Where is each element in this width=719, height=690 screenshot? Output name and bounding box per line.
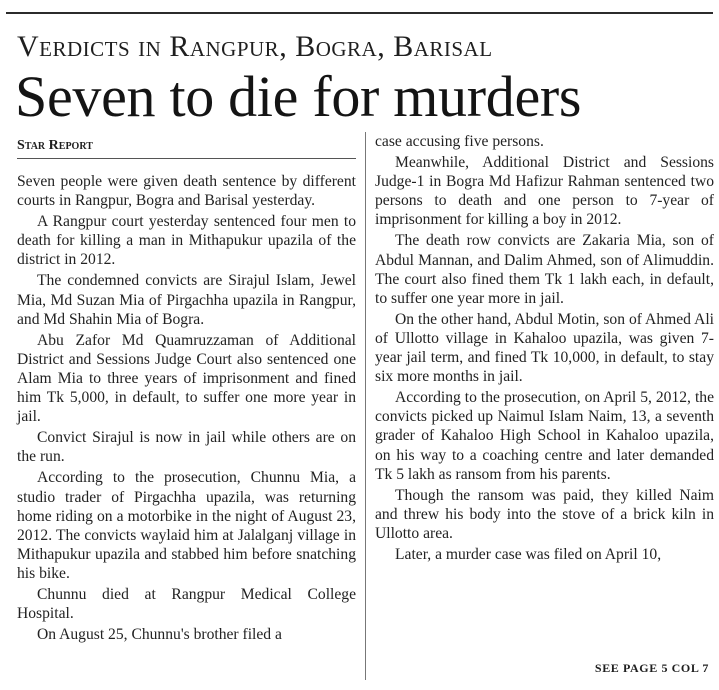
byline-rule: [17, 158, 356, 159]
paragraph: case accusing five persons.: [375, 133, 544, 150]
paragraph: Chunnu died at Rangpur Medical College Hospital.: [17, 585, 356, 623]
paragraph: Seven people were given death sentence by different courts in Rangpur, Bogra and Barisal yesterday.: [17, 173, 356, 210]
byline: Star Report: [17, 138, 93, 153]
paragraph: The death row convicts are Zakaria Mia, son of Abdul Mannan, and Dalim Ahmed, son of Alimuddin. The court also fined them Tk 1 lakh each, in default, to suffer one year more in jail.: [375, 232, 714, 307]
paragraph: Abu Zafor Md Quamruzzaman of Additional District and Sessions Judge Court also sentenced one Alam Mia to three years of imprisonment and fined him Tk 5,000, in default, to suffer one more year in jail.: [17, 331, 356, 426]
left-column: [17, 172, 356, 646]
top-rule: [6, 12, 713, 14]
column-divider: [365, 132, 366, 680]
paragraph: According to the prosecution, Chunnu Mia, a studio trader of Pirgachha upazila, was returning home riding on a motorbike in the night of August 23, 2012. The convicts waylaid him at Jalalganj village in Mithapukur upazila and stabbed him before snatching his bike.: [17, 469, 356, 582]
paragraph: The condemned convicts are Sirajul Islam, Jewel Mia, Md Suzan Mia of Pirgachha upazila in Rangpur, and Md Shahin Mia of Bogra.: [17, 272, 356, 328]
paragraph: Later, a murder case was filed on April 10,: [395, 545, 662, 563]
right-column: [375, 132, 714, 566]
paragraph: A Rangpur court yesterday sentenced four men to death for killing a man in Mithapukur upazila of the district in 2012.: [17, 213, 356, 269]
paragraph: On August 25, Chunnu's brother filed a: [37, 626, 282, 644]
main-headline: Seven to die for murders: [15, 64, 582, 129]
kicker-headline: Verdicts in Rangpur, Bogra, Barisal: [17, 30, 493, 63]
paragraph: On the other hand, Abdul Motin, son of Ahmed Ali of Ullotto village in Kahaloo upazila, was given 7-year jail term, and fined Tk 10,000, in default, to stay six more months in jail.: [375, 310, 714, 386]
paragraph: Meanwhile, Additional District and Sessions Judge-1 in Bogra Md Hafizur Rahman sentenced two persons to death and one person to 7-year of imprisonment for killing a boy in 2012.: [375, 154, 714, 229]
paragraph: Convict Sirajul is now in jail while others are on the run.: [17, 429, 356, 466]
paragraph: According to the prosecution, on April 5, 2012, the convicts picked up Naimul Islam Naim, 13, a seventh grader of Kahaloo High School in Kahaloo upazila, on his way to a coaching centre and later demanded Tk 5 lakh as ransom from his parents.: [375, 389, 714, 483]
continued-jump-line: SEE PAGE 5 COL 7: [594, 661, 709, 675]
paragraph: Though the ransom was paid, they killed Naim and threw his body into the stove of a brick kiln in Ullotto area.: [375, 486, 714, 542]
